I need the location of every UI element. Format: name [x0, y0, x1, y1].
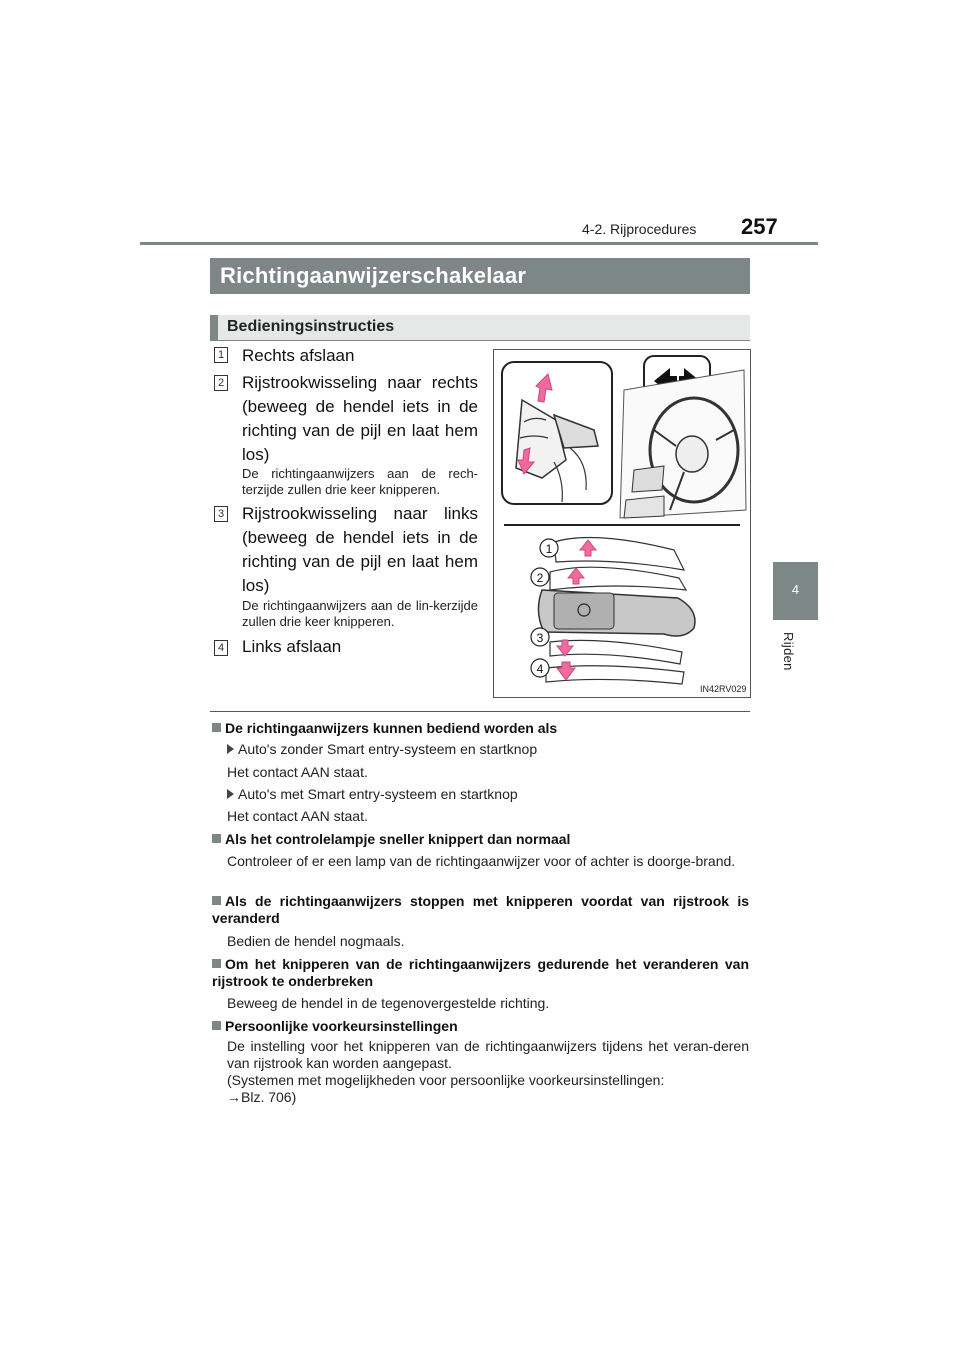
step-note: De richtingaanwijzers aan de rech-terzijde zullen drie keer knipperen. — [242, 466, 478, 497]
square-bullet-icon — [212, 834, 221, 843]
triangle-bullet-icon — [227, 744, 234, 754]
chapter-number: 4 — [791, 582, 800, 597]
note-text: Beweeg de hendel in de tegenovergestelde richting. — [227, 995, 550, 1011]
step-note: De richtingaanwijzers aan de lin-kerzijde zullen drie keer knipperen. — [242, 598, 478, 629]
square-bullet-icon — [212, 723, 221, 732]
turn-signal-illustration — [494, 350, 750, 697]
callout-3: 3 — [536, 631, 544, 645]
step-number: 2 — [214, 375, 228, 391]
title-banner — [210, 258, 750, 294]
note-heading: Persoonlijke voorkeursinstellingen — [212, 1018, 458, 1035]
note-text: De instelling voor het knipperen van de richtingaanwijzers tijdens het veran-deren van rijstrook kan worden aangepast. — [227, 1038, 749, 1071]
callout-4: 4 — [536, 662, 544, 676]
note-text: (Systemen met mogelijkheden voor persoonlijke voorkeursinstellingen: — [227, 1072, 665, 1088]
lever-hand-inset — [502, 362, 612, 504]
callout-1: 1 — [545, 542, 553, 556]
note-text: Het contact AAN staat. — [227, 764, 368, 780]
figure-code: IN42RV029 — [700, 684, 747, 694]
note-text: →Blz. 706) — [227, 1089, 297, 1105]
page-number: 257 — [741, 214, 778, 239]
step-text: Links afslaan — [242, 637, 342, 656]
step-text: Rijstrookwisseling naar links (beweeg de hendel iets in de richting van de pijl en laat hem los) — [242, 504, 478, 595]
subheading: Bedieningsinstructies — [227, 318, 395, 335]
callout-2: 2 — [536, 571, 544, 585]
step-number: 1 — [214, 347, 228, 363]
section-title: 4-2. Rijprocedures — [582, 221, 697, 237]
note-heading: Als het controlelampje sneller knippert dan normaal — [212, 831, 570, 848]
subheading-accent — [210, 315, 218, 341]
section-divider — [210, 711, 750, 712]
note-bullet: Auto's zonder Smart entry-systeem en startknop — [227, 741, 749, 758]
note-heading: Om het knipperen van de richtingaanwijzers gedurende het veranderen van rijstrook te onderbreken — [212, 956, 749, 989]
triangle-bullet-icon — [227, 789, 234, 799]
note-heading: De richtingaanwijzers kunnen bediend worden als — [212, 720, 557, 737]
header-rule — [140, 242, 818, 245]
chapter-tab — [773, 562, 818, 620]
page-title: Richtingaanwijzerschakelaar — [220, 263, 527, 288]
note-text: Bedien de hendel nogmaals. — [227, 933, 405, 949]
square-bullet-icon — [212, 959, 221, 968]
chapter-label: Rijden — [781, 632, 796, 671]
step-number: 4 — [214, 640, 228, 656]
step-number: 3 — [214, 506, 228, 522]
square-bullet-icon — [212, 896, 221, 905]
turn-signal-figure — [493, 349, 751, 698]
note-heading: Als de richtingaanwijzers stoppen met knipperen voordat van rijstrook is veranderd — [212, 893, 749, 926]
step-text: Rijstrookwisseling naar rechts (beweeg de hendel iets in de richting van de pijl en laat hem los) — [242, 373, 478, 464]
square-bullet-icon — [212, 1021, 221, 1030]
note-bullet: Auto's met Smart entry-systeem en startknop — [227, 786, 749, 803]
note-text: Het contact AAN staat. — [227, 808, 368, 824]
dashboard-illustration — [620, 356, 746, 518]
lever-positions — [531, 538, 695, 685]
note-text: Controleer of er een lamp van de richtingaanwijzer voor of achter is doorge-brand. — [227, 853, 736, 869]
step-text: Rechts afslaan — [242, 346, 355, 365]
